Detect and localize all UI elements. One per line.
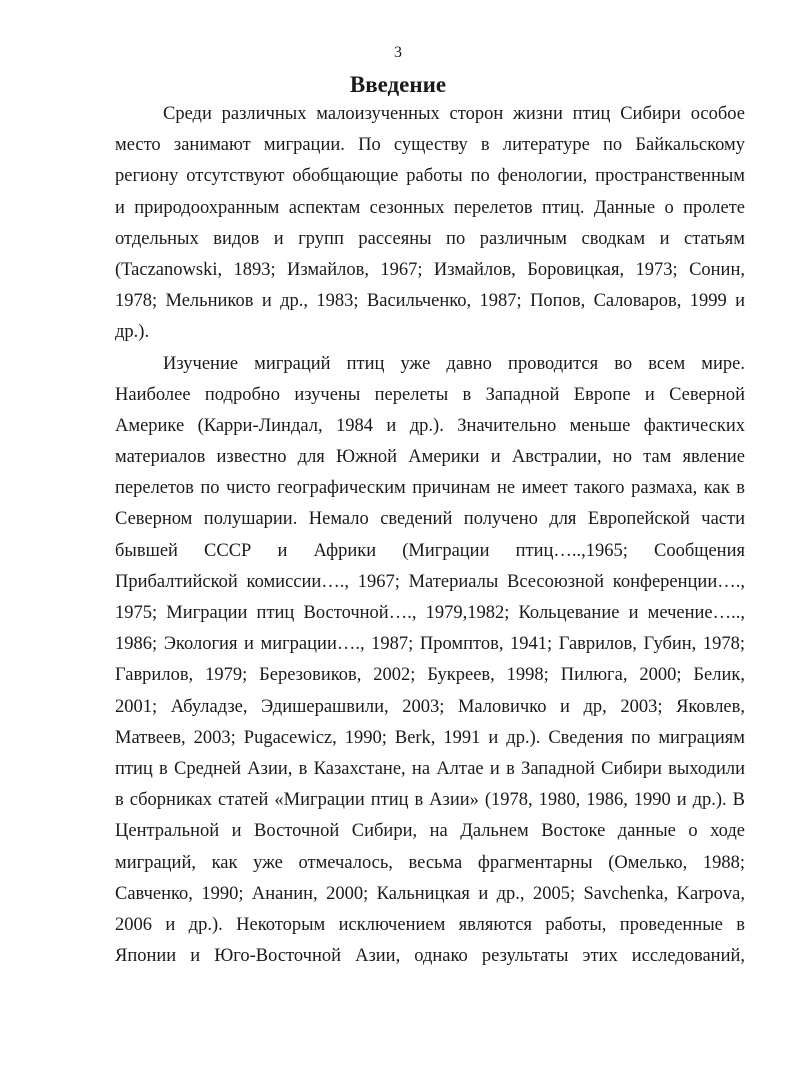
text-line: 1975; Миграции птиц Восточной…., 1979,1982; Кольцевание и мечение….., — [115, 603, 745, 623]
text-line: Наиболее подробно изучены перелеты в Западной Европе и Северной — [115, 384, 745, 405]
text-line: Северном полушарии. Немало сведений получено для Европейской части — [115, 509, 745, 530]
page-number: 3 — [394, 44, 402, 61]
text-line: Матвеев, 2003; Pugacewicz, 1990; Berk, 1991 и др.). Сведения по миграциям — [115, 727, 745, 748]
body-text — [115, 99, 745, 972]
text-line: др.). — [115, 322, 150, 343]
text-line: региону отсутствуют обобщающие работы по фенологии, пространственным — [115, 166, 745, 187]
text-line: 1978; Мельников и др., 1983; Васильченко, 1987; Попов, Саловаров, 1999 и — [115, 291, 745, 312]
section-title: Введение — [349, 72, 447, 97]
text-line: Среди различных малоизученных сторон жизни птиц Сибири особое — [163, 104, 745, 124]
text-line: Центральной и Восточной Сибири, на Дальнем Востоке данные о ходе — [115, 821, 745, 842]
text-line: материалов известно для Южной Америки и Австралии, но там явление — [115, 447, 745, 468]
text-line: 2001; Абуладзе, Эдишерашвили, 2003; Маловичко и др, 2003; Яковлев, — [115, 696, 745, 717]
text-line: Прибалтийской комиссии…., 1967; Материалы Всесоюзной конференции…., — [115, 571, 745, 592]
text-line: бывшей СССР и Африки (Миграции птиц…..,1965; Сообщения — [115, 540, 745, 561]
text-line: миграций, как уже отмечалось, весьма фрагментарны (Омелько, 1988; — [115, 852, 745, 873]
text-line: в сборниках статей «Миграции птиц в Азии» (1978, 1980, 1986, 1990 и др.). В — [115, 790, 745, 811]
text-line: 2006 и др.). Некоторым исключением являются работы, проведенные в — [115, 914, 745, 935]
text-line: Америке (Карри-Линдал, 1984 и др.). Значительно меньше фактических — [115, 415, 745, 436]
text-line: отдельных видов и групп рассеяны по различным сводкам и статьям — [115, 228, 745, 249]
text-line: Японии и Юго-Восточной Азии, однако результаты этих исследований, — [115, 946, 745, 967]
text-line: птиц в Средней Азии, в Казахстане, на Алтае и в Западной Сибири выходили — [115, 758, 745, 779]
text-line: Савченко, 1990; Ананин, 2000; Кальницкая и др., 2005; Savchenka, Karpova, — [115, 883, 745, 904]
text-line: Гаврилов, 1979; Березовиков, 2002; Букреев, 1998; Пилюга, 2000; Белик, — [115, 665, 745, 686]
text-line: и природоохранным аспектам сезонных перелетов птиц. Данные о пролете — [115, 197, 745, 218]
text-line: 1986; Экология и миграции…., 1987; Промптов, 1941; Гаврилов, Губин, 1978; — [115, 634, 745, 655]
text-line: перелетов по чисто географическим причинам не имеет такого размаха, как в — [115, 478, 745, 499]
text-line: место занимают миграции. По существу в литературе по Байкальскому — [115, 135, 745, 156]
text-line: Изучение миграций птиц уже давно проводится во всем мире. — [163, 353, 745, 374]
text-line: (Taczanowski, 1893; Измайлов, 1967; Измайлов, Боровицкая, 1973; Сонин, — [115, 259, 745, 280]
